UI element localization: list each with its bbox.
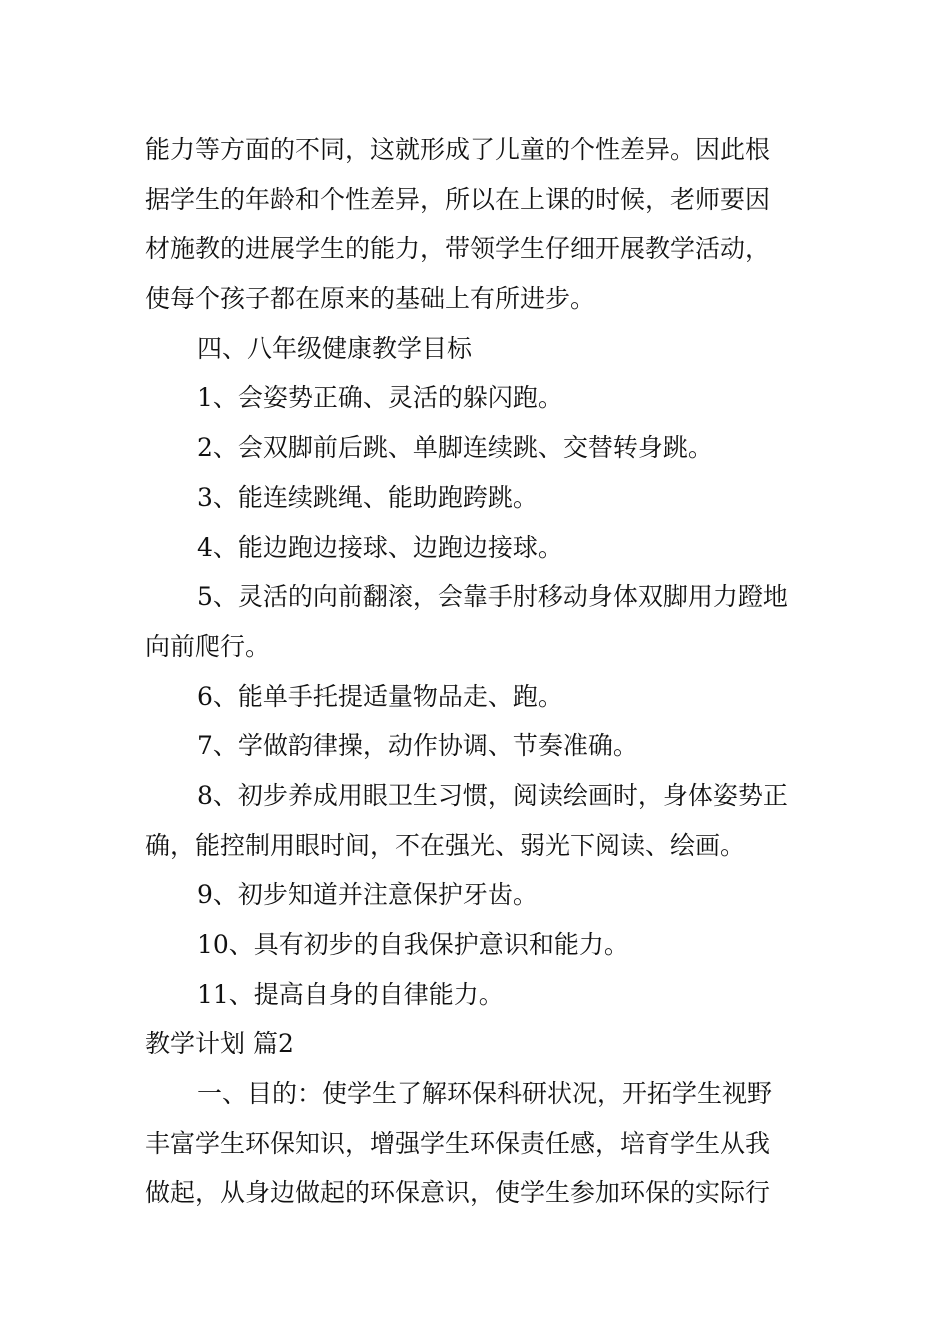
paragraph-line: 一、目的：使学生了解环保科研状况，开拓学生视野 (197, 1079, 773, 1109)
document-body (145, 125, 810, 1218)
list-item: 8、初步养成用眼卫生习惯，阅读绘画时，身体姿势正 (197, 780, 788, 810)
list-item: 3、能连续跳绳、能助跑跨跳。 (197, 482, 538, 512)
list-item: 9、初步知道并注意保护牙齿。 (197, 880, 538, 910)
text-line: 据学生的年龄和个性差异，所以在上课的时候，老师要因 (145, 184, 771, 214)
list-item: 11、提高自身的自律能力。 (197, 979, 504, 1009)
list-item: 2、会双脚前后跳、单脚连续跳、交替转身跳。 (197, 433, 713, 463)
list-item: 6、能单手托提适量物品走、跑。 (197, 681, 563, 711)
list-item: 10、具有初步的自我保护意识和能力。 (197, 930, 629, 959)
text-line: 材施教的进展学生的能力，带领学生仔细开展教学活动， (145, 234, 771, 264)
paragraph-line: 丰富学生环保知识，增强学生环保责任感，培育学生从我 (145, 1128, 771, 1158)
list-item: 7、学做韵律操，动作协调、节奏准确。 (197, 731, 638, 761)
text-line: 能力等方面的不同，这就形成了儿童的个性差异。因此根 (145, 135, 771, 164)
list-item: 4、能边跑边接球、边跑边接球。 (197, 532, 563, 562)
list-item-continuation: 向前爬行。 (145, 631, 271, 661)
list-item: 5、灵活的向前翻滚，会靠手肘移动身体双脚用力蹬地 (197, 582, 788, 612)
section-heading: 四、八年级健康教学目标 (197, 333, 473, 363)
paragraph-line: 做起，从身边做起的环保意识，使学生参加环保的实际行 (145, 1178, 771, 1208)
list-item-continuation: 确，能控制用眼时间，不在强光、弱光下阅读、绘画。 (145, 830, 746, 860)
text-line: 使每个孩子都在原来的基础上有所进步。 (145, 284, 596, 314)
article-title: 教学计划 篇2 (145, 1029, 294, 1059)
list-item: 1、会姿势正确、灵活的躲闪跑。 (197, 383, 563, 413)
